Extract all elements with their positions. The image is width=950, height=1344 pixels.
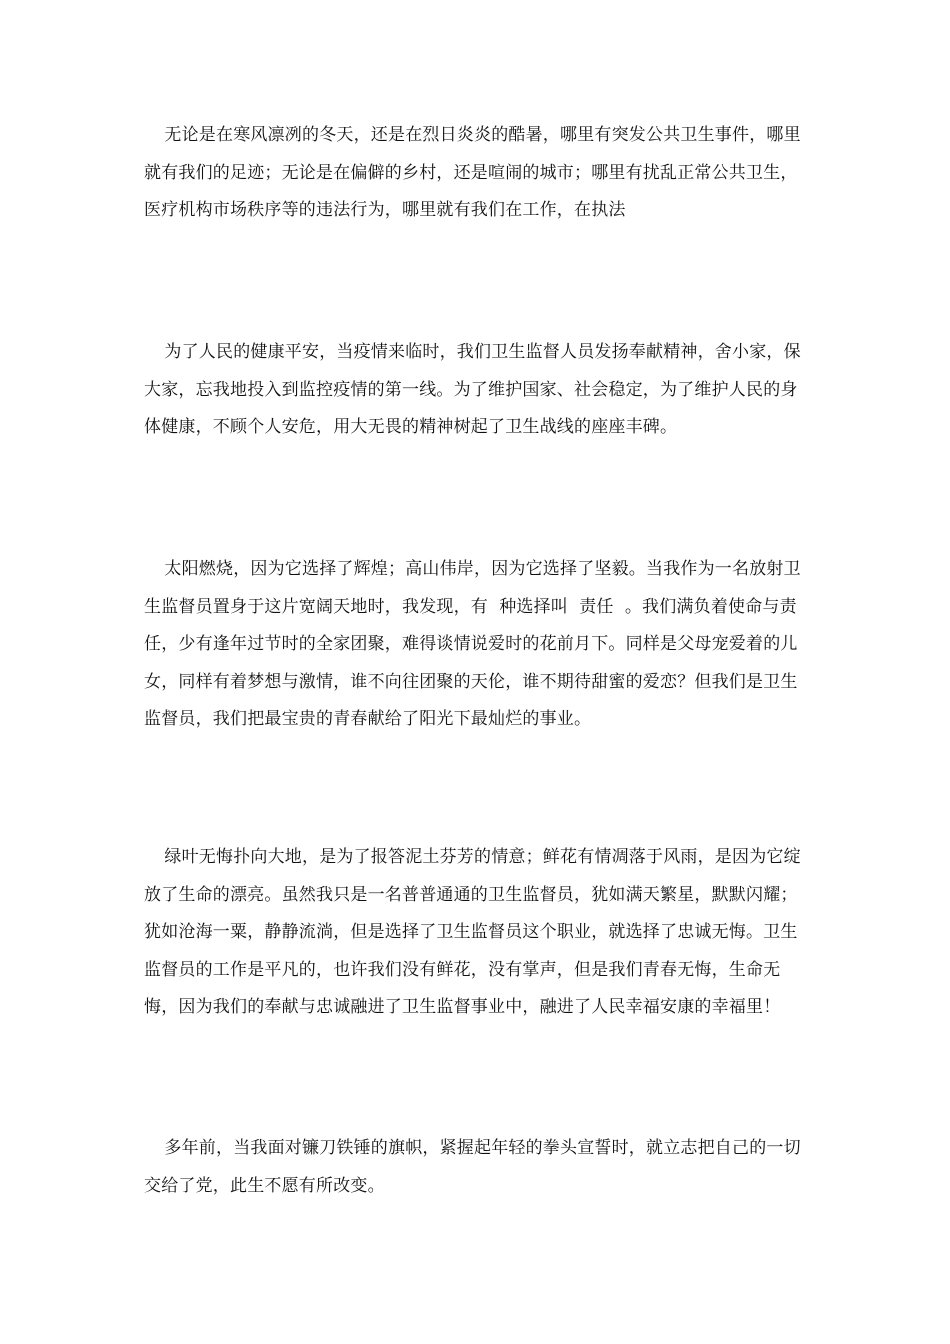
paragraph-3: 太阳燃烧，因为它选择了辉煌；高山伟岸，因为它选择了坚毅。当我作为一名放射卫生监督员置身于这片宽阔天地时，我发现，有 种选择叫 责任 。我们满负着使命与责任，少有逢年过节时的全家团聚，难得谈情说爱时的花前月下。同样是父母宠爱着的儿女，同样有着梦想与激情，谁不向往团聚的天伦，谁不期待甜蜜的爱恋？但我们是卫生监督员，我们把最宝贵的青春献给了阳光下最灿烂的事业。 — [144, 559, 801, 729]
paragraph-1: 无论是在寒风凛冽的冬天，还是在烈日炎炎的酷暑，哪里有突发公共卫生事件，哪里就有我们的足迹；无论是在偏僻的乡村，还是喧闹的城市；哪里有扰乱正常公共卫生，医疗机构市场秩序等的违法行为，哪里就有我们在工作，在执法 — [144, 125, 801, 220]
paragraph-5: 多年前，当我面对镰刀铁锤的旗帜，紧握起年轻的拳头宣誓时，就立志把自己的一切交给了党，此生不愿有所改变。 — [144, 1138, 801, 1196]
paragraph-2: 为了人民的健康平安，当疫情来临时，我们卫生监督人员发扬奉献精神，舍小家，保大家，忘我地投入到监控疫情的第一线。为了维护国家、社会稳定，为了维护人民的身体健康，不顾个人安危，用大无畏的精神树起了卫生战线的座座丰碑。 — [144, 342, 801, 437]
paragraph-4: 绿叶无悔扑向大地，是为了报答泥土芬芳的情意；鲜花有情凋落于风雨，是因为它绽放了生命的漂亮。虽然我只是一名普普通通的卫生监督员，犹如满天繁星，默默闪耀；犹如沧海一粟，静静流淌，但是选择了卫生监督员这个职业，就选择了忠诚无悔。卫生监督员的工作是平凡的，也许我们没有鲜花，没有掌声，但是我们青春无悔，生命无悔，因为我们的奉献与忠诚融进了卫生监督事业中，融进了人民幸福安康的幸福里！ — [144, 847, 801, 1017]
